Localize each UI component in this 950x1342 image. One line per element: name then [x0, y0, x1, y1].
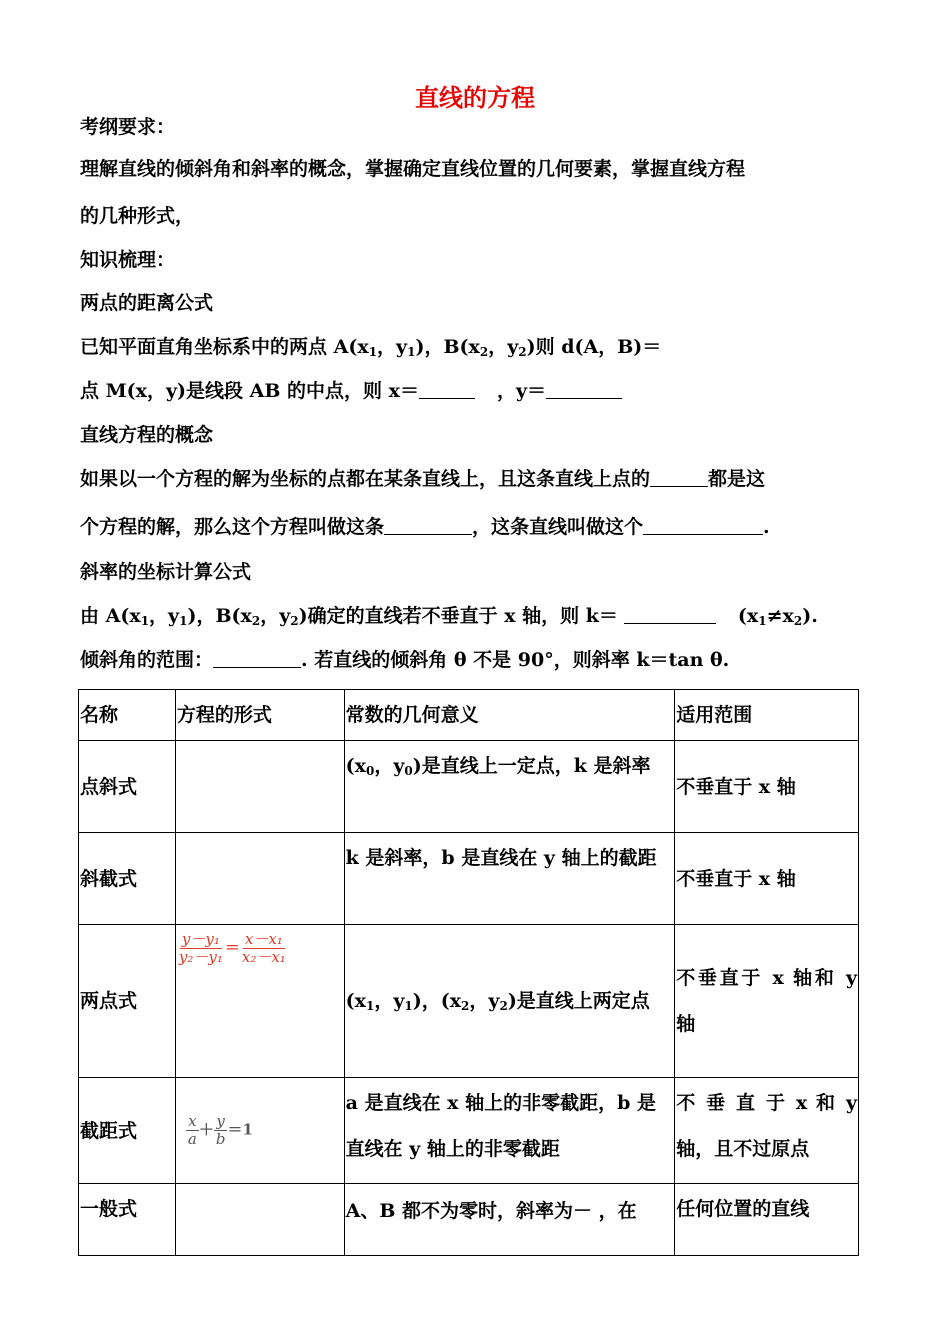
header-meaning: 常数的几何意义: [344, 690, 675, 741]
syllabus-line-1: 理解直线的倾斜角和斜率的概念，掌握确定直线位置的几何要素，掌握直线方程: [80, 158, 746, 180]
table-header-row: [79, 690, 859, 741]
row-meaning: ($x_0$，$y_0$)是直线上一定点，k 是斜率: [344, 741, 675, 833]
row-range: 不垂直于 x 轴和 y 轴: [675, 925, 859, 1078]
row-form: [175, 1078, 344, 1184]
row-meaning: A、B 都不为零时，斜率为－ ，在: [344, 1184, 675, 1256]
distance-heading: 两点的距离公式: [80, 292, 214, 314]
row-range: 任何位置的直线: [675, 1184, 859, 1256]
row-name: 截距式: [79, 1078, 176, 1184]
concept-heading: 直线方程的概念: [80, 424, 214, 446]
line-equation-forms-table: [78, 689, 859, 1256]
concept-line-1: 如果以一个方程的解为坐标的点都在某条直线上，且这条直线上点的 都是这: [80, 468, 766, 490]
table-row: [79, 833, 859, 925]
row-form: [175, 833, 344, 925]
intercept-formula: $\frac{x}{a}$ ＋ $\frac{y}{b}$ ＝1: [187, 1112, 253, 1148]
row-name: 斜截式: [79, 833, 176, 925]
midpoint-line: 点 M(x，y)是线段 AB 的中点，则 x＝ ，y＝: [80, 378, 880, 404]
row-range: 不垂直于 x 轴: [675, 741, 859, 833]
row-range: 不 垂 直 于 x 和 y 轴，且不过原点: [675, 1078, 859, 1184]
row-meaning: a 是直线在 x 轴上的非零截距，b 是直线在 y 轴上的非零截距: [344, 1078, 675, 1184]
syllabus-line-2: 的几种形式，: [80, 205, 195, 227]
slope-heading: 斜率的坐标计算公式: [80, 561, 252, 583]
table-row: [79, 1184, 859, 1256]
blank-coordinates: [650, 466, 708, 487]
syllabus-heading: 考纲要求：: [80, 116, 176, 138]
blank-x: [419, 378, 475, 399]
two-point-formula: $\frac{\text{y－y₁}}{\text{y₂－y₁}}$ ＝ $\frac{\text{x－x₁}}{\text{x₂－x₁}}$: [178, 930, 286, 966]
row-meaning: ($x_1$，$y_1$)，($x_2$，$y_2$)是直线上两定点: [344, 925, 675, 1078]
row-name: 点斜式: [79, 741, 176, 833]
row-name: 一般式: [79, 1184, 176, 1256]
row-form: [175, 741, 344, 833]
table-row: [79, 741, 859, 833]
blank-angle-range: [213, 647, 301, 668]
blank-slope: [624, 603, 716, 624]
header-form: 方程的形式: [175, 690, 344, 741]
blank-graph: [643, 514, 763, 535]
angle-range-line: 倾斜角的范围： . 若直线的倾斜角 θ 不是 90°，则斜率 k＝tan θ.: [80, 649, 730, 671]
header-range: 适用范围: [675, 690, 859, 741]
row-form: [175, 1184, 344, 1256]
knowledge-heading: 知识梳理：: [80, 249, 176, 271]
row-form: [175, 925, 344, 1078]
row-range: 不垂直于 x 轴: [675, 833, 859, 925]
table-row: [79, 925, 859, 1078]
row-name: 两点式: [79, 925, 176, 1078]
distance-formula-line: 已知平面直角坐标系中的两点 $A(x_1$，$y_1$)，$B(x_2$，$y_2$)则 d(A，B)＝: [80, 336, 662, 359]
concept-line-2: 个方程的解，那么这个方程叫做这条 ，这条直线叫做这个 .: [80, 516, 770, 538]
row-meaning: k 是斜率，b 是直线在 y 轴上的截距: [344, 833, 675, 925]
slope-formula-line: 由 $A(x_1$，$y_1$)，$B(x_2$，$y_2$)确定的直线若不垂直于 x 轴，则 $k= (x_1\ne x_2)$.: [80, 605, 818, 628]
blank-equation: [384, 514, 472, 535]
blank-y: [546, 378, 622, 399]
table-row: [79, 1078, 859, 1184]
page-title: 直线的方程: [415, 83, 535, 112]
header-name: 名称: [79, 690, 176, 741]
